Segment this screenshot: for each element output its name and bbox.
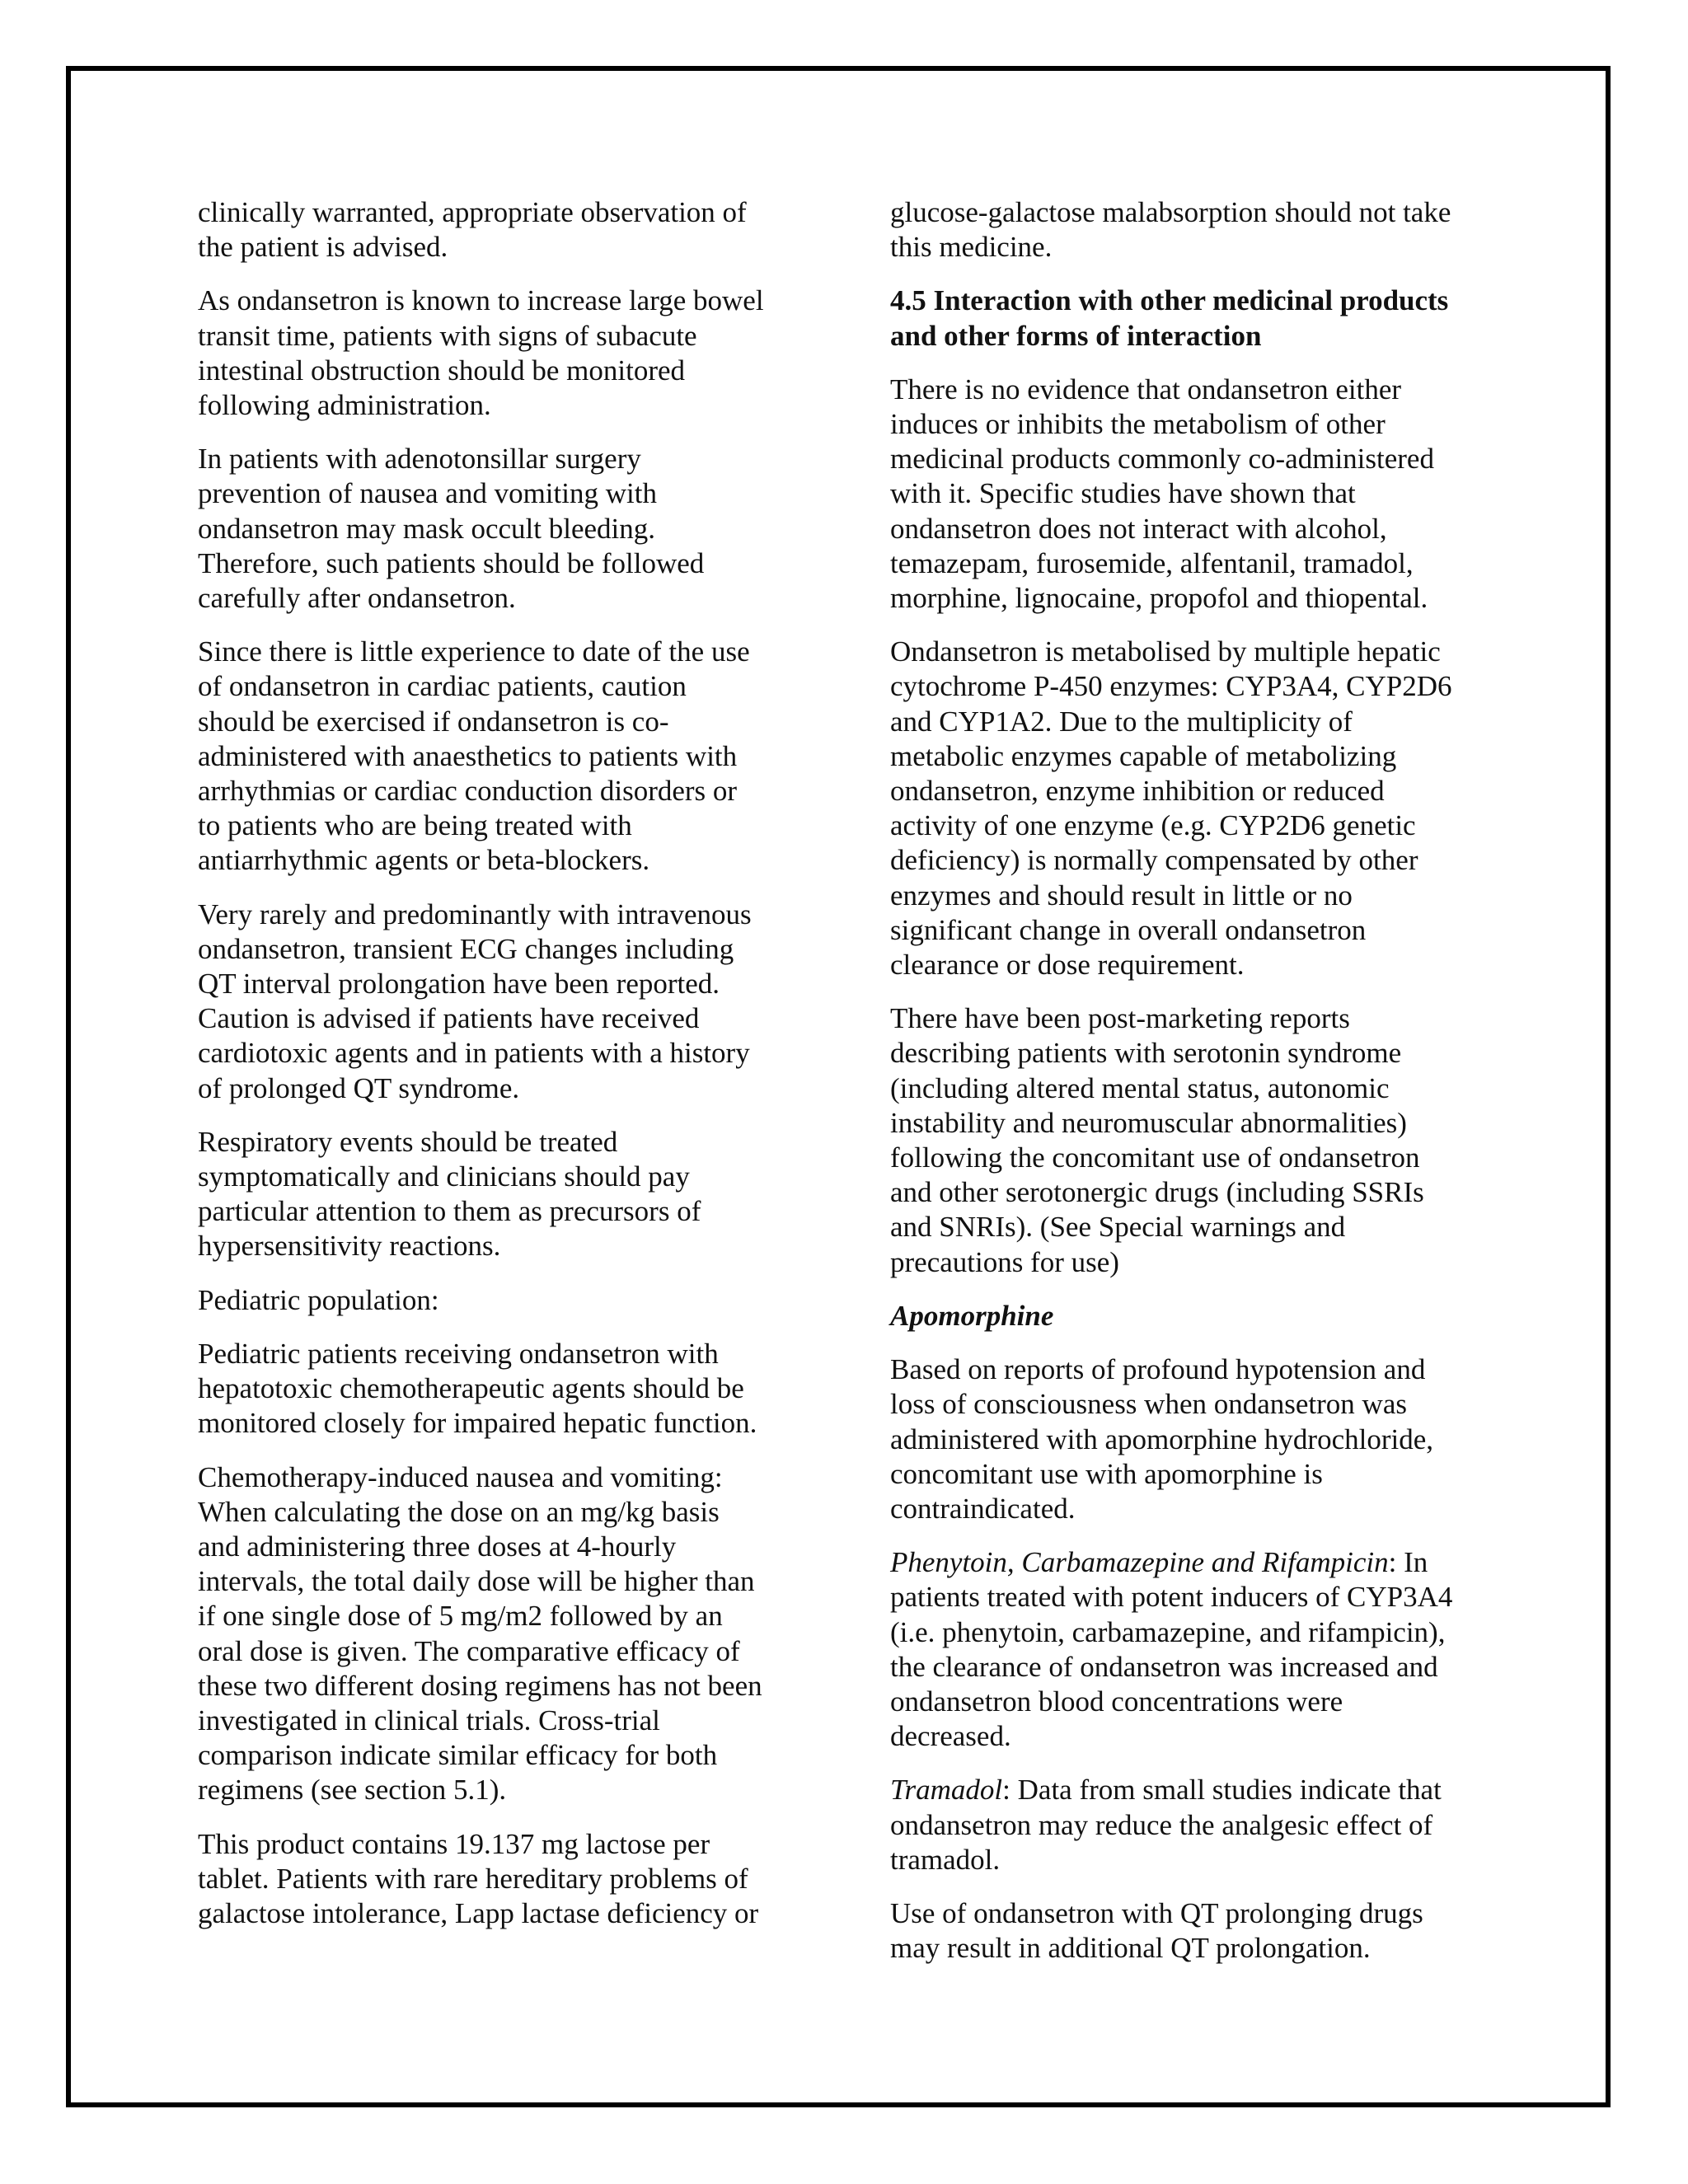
paragraph-phenytoin — [890, 1545, 1492, 1754]
paragraph-pediatric-label: Pediatric population: — [198, 1283, 439, 1316]
paragraph-apomorphine: Based on reports of profound hypotension and loss of consciousness when ondansetron was administered with apomorphine hydrochloride, concomitant use with apomorphine is contraindicated. — [890, 1353, 1434, 1525]
paragraph-chemotherapy: Chemotherapy-induced nausea and vomiting: When calculating the dose on an mg/kg basis and administering three doses at 4-hourly intervals, the total daily dose will be higher than if one single dose of 5 mg/m2 followed by an oral dose is given. The comparative efficacy of these two different dosing regimens has not been investigated in clinical trials. Cross-trial comparison indicate similar efficacy for both regimens (see section 5.1). — [198, 1460, 762, 1807]
paragraph-observation: clinically warranted, appropriate observation of the patient is advised. — [198, 196, 747, 264]
paragraph-serotonin: There have been post-marketing reports describing patients with serotonin syndrome (including altered mental status, autonomic instability and neuromuscular abnormalities) following the concomitant use of ondansetron and other serotonergic drugs (including SSRIs and SNRIs). (See Special warnings and precautions for use) — [890, 1002, 1424, 1278]
paragraph-tramadol — [890, 1773, 1492, 1877]
phenytoin-label: Phenytoin, Carbamazepine and Rifampicin — [890, 1546, 1389, 1579]
paragraph-cardiac: Since there is little experience to date of the use of ondansetron in cardiac patients, caution should be exercised if ondansetron is co- administered with anaesthetics to patients with arrhythmias or cardiac conduction disorders or to patients who are being treated with antiarrhythmic agents or beta-blockers. — [198, 635, 750, 877]
paragraph-qt-prolonging: Use of ondansetron with QT prolonging drugs may result in additional QT prolongation. — [890, 1896, 1423, 1965]
paragraph-respiratory: Respiratory events should be treated symptomatically and clinicians should pay particular attention to them as precursors of hypersensitivity reactions. — [198, 1125, 701, 1263]
paragraph-continuation: glucose-galactose malabsorption should not take this medicine. — [890, 196, 1451, 264]
paragraph-adenotonsillar: In patients with adenotonsillar surgery prevention of nausea and vomiting with ondansetron may mask occult bleeding. Therefore, such patients should be followed carefully after ondansetron. — [198, 443, 705, 615]
left-column — [198, 195, 808, 1950]
paragraph-lactose: This product contains 19.137 mg lactose per tablet. Patients with rare hereditary problems of galactose intolerance, Lapp lactase deficiency or — [198, 1827, 759, 1929]
paragraph-bowel-transit: As ondansetron is known to increase large bowel transit time, patients with signs of subacute intestinal obstruction should be monitored following administration. — [198, 284, 764, 422]
tramadol-label: Tramadol — [890, 1774, 1003, 1807]
tramadol-text: : Data from small studies indicate that ondansetron may reduce the analgesic effect of tramadol. — [890, 1774, 1442, 1876]
right-column — [890, 195, 1492, 1985]
paragraph-pediatric-hepatic: Pediatric patients receiving ondansetron with hepatotoxic chemotherapeutic agents should be monitored closely for impaired hepatic function. — [198, 1337, 757, 1440]
apomorphine-heading: Apomorphine — [890, 1299, 1054, 1332]
phenytoin-text: : In patients treated with potent inducers of CYP3A4 (i.e. phenytoin, carbamazepine, and rifampicin), the clearance of ondansetron was increased and ondansetron blood concentrations were decreased. — [890, 1546, 1453, 1753]
section-heading-4-5: 4.5 Interaction with other medicinal products and other forms of interaction — [890, 284, 1449, 352]
paragraph-no-evidence: There is no evidence that ondansetron either induces or inhibits the metabolism of other medicinal products commonly co-administered with it. Specific studies have shown that ondansetron does not interact with alcohol, temazepam, furosemide, alfentanil, tramadol, morphine, lignocaine, propofol and thiopental. — [890, 373, 1434, 615]
paragraph-metabolism: Ondansetron is metabolised by multiple hepatic cytochrome P-450 enzymes: CYP3A4, CYP2D6 and CYP1A2. Due to the multiplicity of metabolic enzymes capable of metabolizing ondansetron, enzyme inhibition or reduced activity of one enzyme (e.g. CYP2D6 genetic deficiency) is normally compensated by other enzymes and should result in little or no significant change in overall ondansetron clearance or dose requirement. — [890, 635, 1452, 982]
paragraph-ecg: Very rarely and predominantly with intravenous ondansetron, transient ECG changes including QT interval prolongation have been reported. Caution is advised if patients have received cardiotoxic agents and in patients with a history of prolonged QT syndrome. — [198, 898, 752, 1104]
